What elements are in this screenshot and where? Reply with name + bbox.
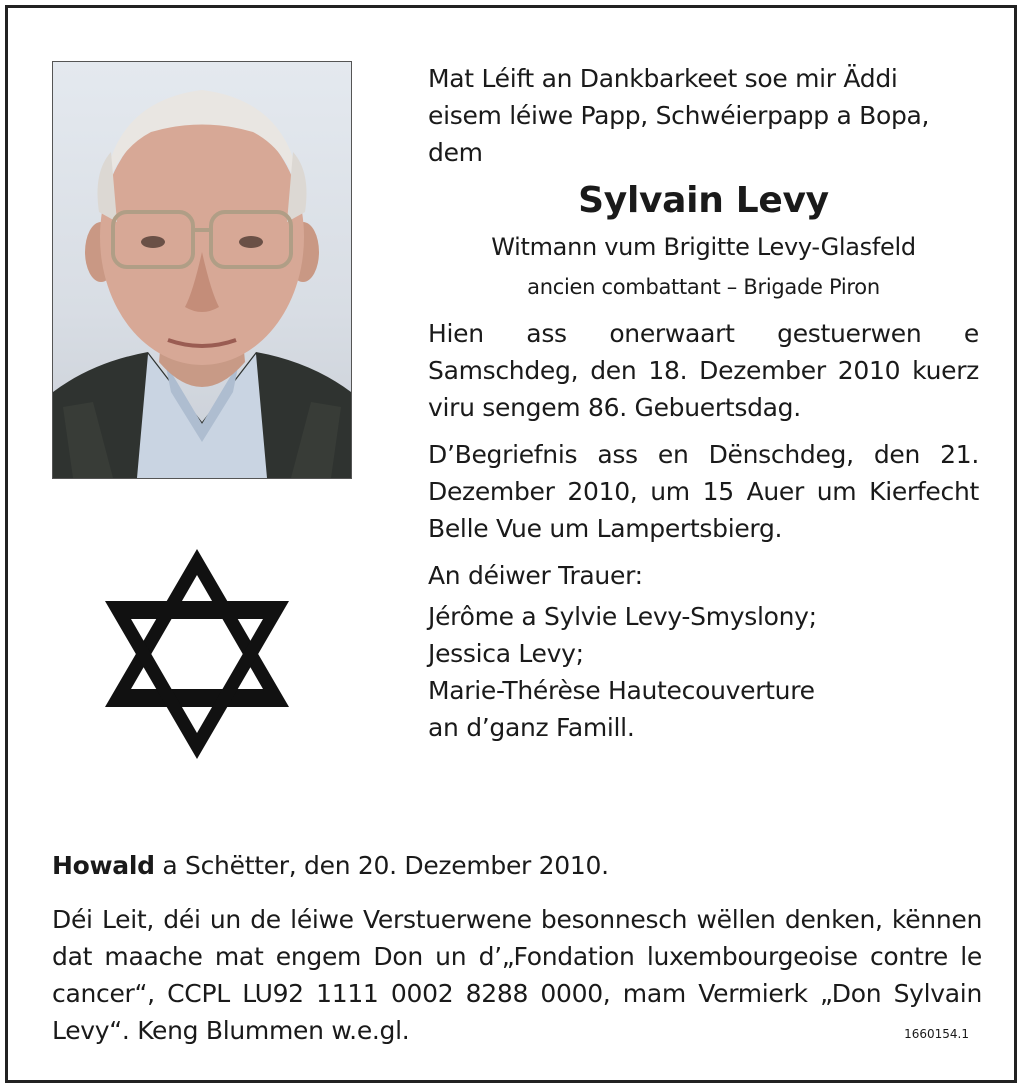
notice-text-column — [428, 60, 979, 746]
place-date-line — [52, 847, 982, 884]
funeral-notice: D’Begriefnis ass en Dënschdeg, den 21. Dezember 2010, um 15 Auer um Kierfecht Belle Vue um Lampertsbierg. — [428, 440, 979, 543]
donation-text: Déi Leit, déi un de léiwe Verstuerwene besonnesch wëllen denken, kënnen dat maache mat engem Don un d’„Fondation luxembourgeoise contre le cancer“, CCPL LU92 1111 0002 8288 0000, mam Vermierk „Don Sylvain Levy“. Keng Blummen w.e.gl. — [52, 905, 982, 1045]
intro-line-3: dem — [428, 138, 483, 167]
mourners-heading: An déiwer Trauer: — [428, 561, 643, 590]
obituary-notice — [5, 5, 1017, 1083]
mourner-3: Marie-Thérèse Hautecouverture — [428, 676, 815, 705]
death-notice: Hien ass onerwaart gestuerwen e Samschdeg, den 18. Dezember 2010 kuerz viru sengem 86. Gebuertsdag. — [428, 319, 979, 422]
place-date-rest: a Schëtter, den 20. Dezember 2010. — [154, 851, 609, 880]
portrait-photo — [52, 61, 352, 479]
intro-line-1: Mat Léift an Dankbarkeet soe mir Äddi — [428, 64, 898, 93]
reference-number: 1660154.1 — [904, 1027, 969, 1041]
deceased-name: Sylvain Levy — [578, 180, 829, 221]
mourner-1: Jérôme a Sylvie Levy-Smyslony; — [428, 602, 817, 631]
widower-line: Witmann vum Brigitte Levy-Glasfeld — [491, 233, 916, 261]
portrait-illustration — [53, 62, 351, 478]
intro-line-2: eisem léiwe Papp, Schwéierpapp a Bopa, — [428, 101, 930, 130]
mourner-2: Jessica Levy; — [428, 639, 584, 668]
veteran-line: ancien combattant – Brigade Piron — [527, 275, 880, 299]
place-name: Howald — [52, 851, 155, 880]
mourner-4: an d’ganz Famill. — [428, 713, 635, 742]
star-of-david-icon — [105, 549, 289, 759]
